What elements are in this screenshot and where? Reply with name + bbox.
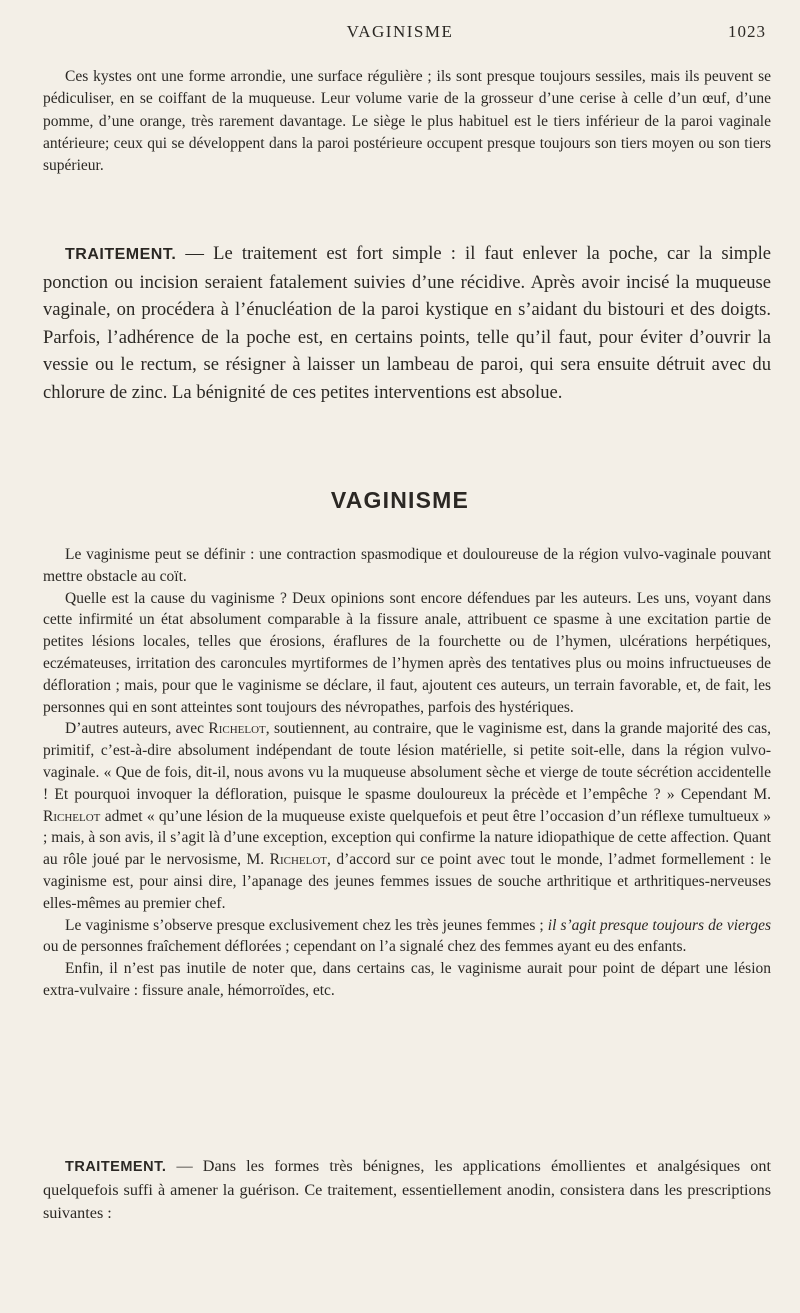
other-authors-text-4: , d’accord sur ce point avec tout le monde, l’admet formellement : le vaginisme est, pour ainsi dire, l’apanage des jeunes femmes issues de souche arthritique et arthritiques-nerveuses elles-mêmes au premier chef. [43,851,771,912]
treatment-vaginisme-block [43,1155,771,1225]
treatment-vaginisme-text: — Dans les formes très bénignes, les applications émollientes et analgésiques ont quelquefois suffi à amener la guérison. Ce traitement, essentiellement anodin, consistera dans les prescriptions suivantes : [43,1157,771,1222]
running-head [0,22,800,46]
treatment-label: TRAITEMENT. [65,1159,167,1175]
author-name: Richelot [43,807,101,825]
young-women-text-1: Le vaginisme s’observe presque exclusivement chez les très jeunes femmes ; [65,916,548,934]
finally-paragraph: Enfin, il n’est pas inutile de noter que, dans certains cas, le vaginisme aurait pour point de départ une lésion extra-vulvaire : fissure anale, hémorroïdes, etc. [43,960,771,999]
treatment-vaginisme-paragraph [43,1155,771,1225]
author-name: Richelot [208,720,266,738]
treatment-kystes-text: — Le traitement est fort simple : il faut enlever la poche, car la simple ponction ou incision seraient fatalement suivies d’une récidive. Après avoir incisé la muqueuse vaginale, on procédera à l’énucléation de la paroi kystique en s’aidant du bistouri et des doigts. Parfois, l’adhérence de la poche est, en certains points, telle qu’il faut, pour éviter d’ouvrir la vessie ou le rectum, se résigner à laisser un lambeau de paroi, qui sera ensuite détruit avec du chlorure de zinc. La bénignité de ces petites interventions est absolue. [43,243,771,403]
treatment-kystes-block [43,240,771,407]
young-women-paragraph [43,915,771,959]
running-title: VAGINISME [346,22,454,41]
author-name: Richelot [269,851,327,869]
page-number: 1023 [728,22,766,41]
young-women-italic: il s’agit presque toujours de vierges [547,916,771,934]
intro-paragraph: Ces kystes ont une forme arrondie, une surface régulière ; ils sont presque toujours sessiles, mais ils peuvent se pédiculiser, en se coiffant de la muqueuse. Leur volume varie de la grosseur d’une cerise à celle d’un œuf, d’une pomme, d’une orange, très rarement davantage. Le siège le plus habituel est le tiers inférieur de la paroi vaginale antérieure; ceux qui se développent dans la paroi postérieure occupent presque toujours son tiers moyen ou son tiers supérieur. [43,68,771,175]
section-heading: VAGINISME [330,487,470,513]
definition-paragraph: Le vaginisme peut se définir : une contraction spasmodique et douloureuse de la région vulvo-vaginale pouvant mettre obstacle au coït. [43,546,771,585]
cause-paragraph: Quelle est la cause du vaginisme ? Deux opinions sont encore défendues par les auteurs. Les uns, voyant dans cette infirmité un état absolument comparable à la fissure anale, attribuent ce spasme à une excitation partie de petites lésions locales, telles que érosions, éraflures de la fourchette ou de l’hymen, ulcérations herpétiques, eczémateuses, irritation des caroncules myrtiformes de l’hymen après des tentatives plus ou moins infructueuses de défloration ; mais, pour que le vaginisme se déclare, il faut, ajoutent ces auteurs, un terrain favorable, et, de fait, les personnes qui en sont atteintes sont toujours des névropathes, parfois des hystériques. [43,589,771,716]
other-authors-text-3: admet « qu’une lésion de la muqueuse existe quelquefois et peut être l’occasion d’un réflexe tumultueux » ; mais, à son avis, il s’agit là d’une exception, exception qui confirme la nature idiopathique de cette affection. Quant au rôle joué par le nervosisme, M. [43,807,771,869]
other-authors-text-2: , soutiennent, au contraire, que le vaginisme est, dans la grande majorité des cas, primitif, c’est-à-dire absolument indépendant de toute lésion matérielle, si petite soit-elle, dans la région vulvo-vaginale. « Que de fois, dit-il, nous avons vu la muqueuse absolument sèche et vierge de toute sécrétion accidentelle ! Et pourquoi invoquer la défloration, puisque le spasme douloureux la précède et l’empêche ? » Cependant M. [43,720,771,803]
young-women-text-2: ou de personnes fraîchement déflorées ; cependant on l’a signalé chez des femmes ayant eu des enfants. [43,938,687,956]
treatment-kystes-paragraph [43,240,771,407]
treatment-label: TRAITEMENT. [65,246,177,263]
vaginisme-body [43,544,771,1002]
other-authors-paragraph [43,718,771,914]
other-authors-text-1: D’autres auteurs, avec [65,720,209,738]
intro-paragraph-block [43,66,771,177]
